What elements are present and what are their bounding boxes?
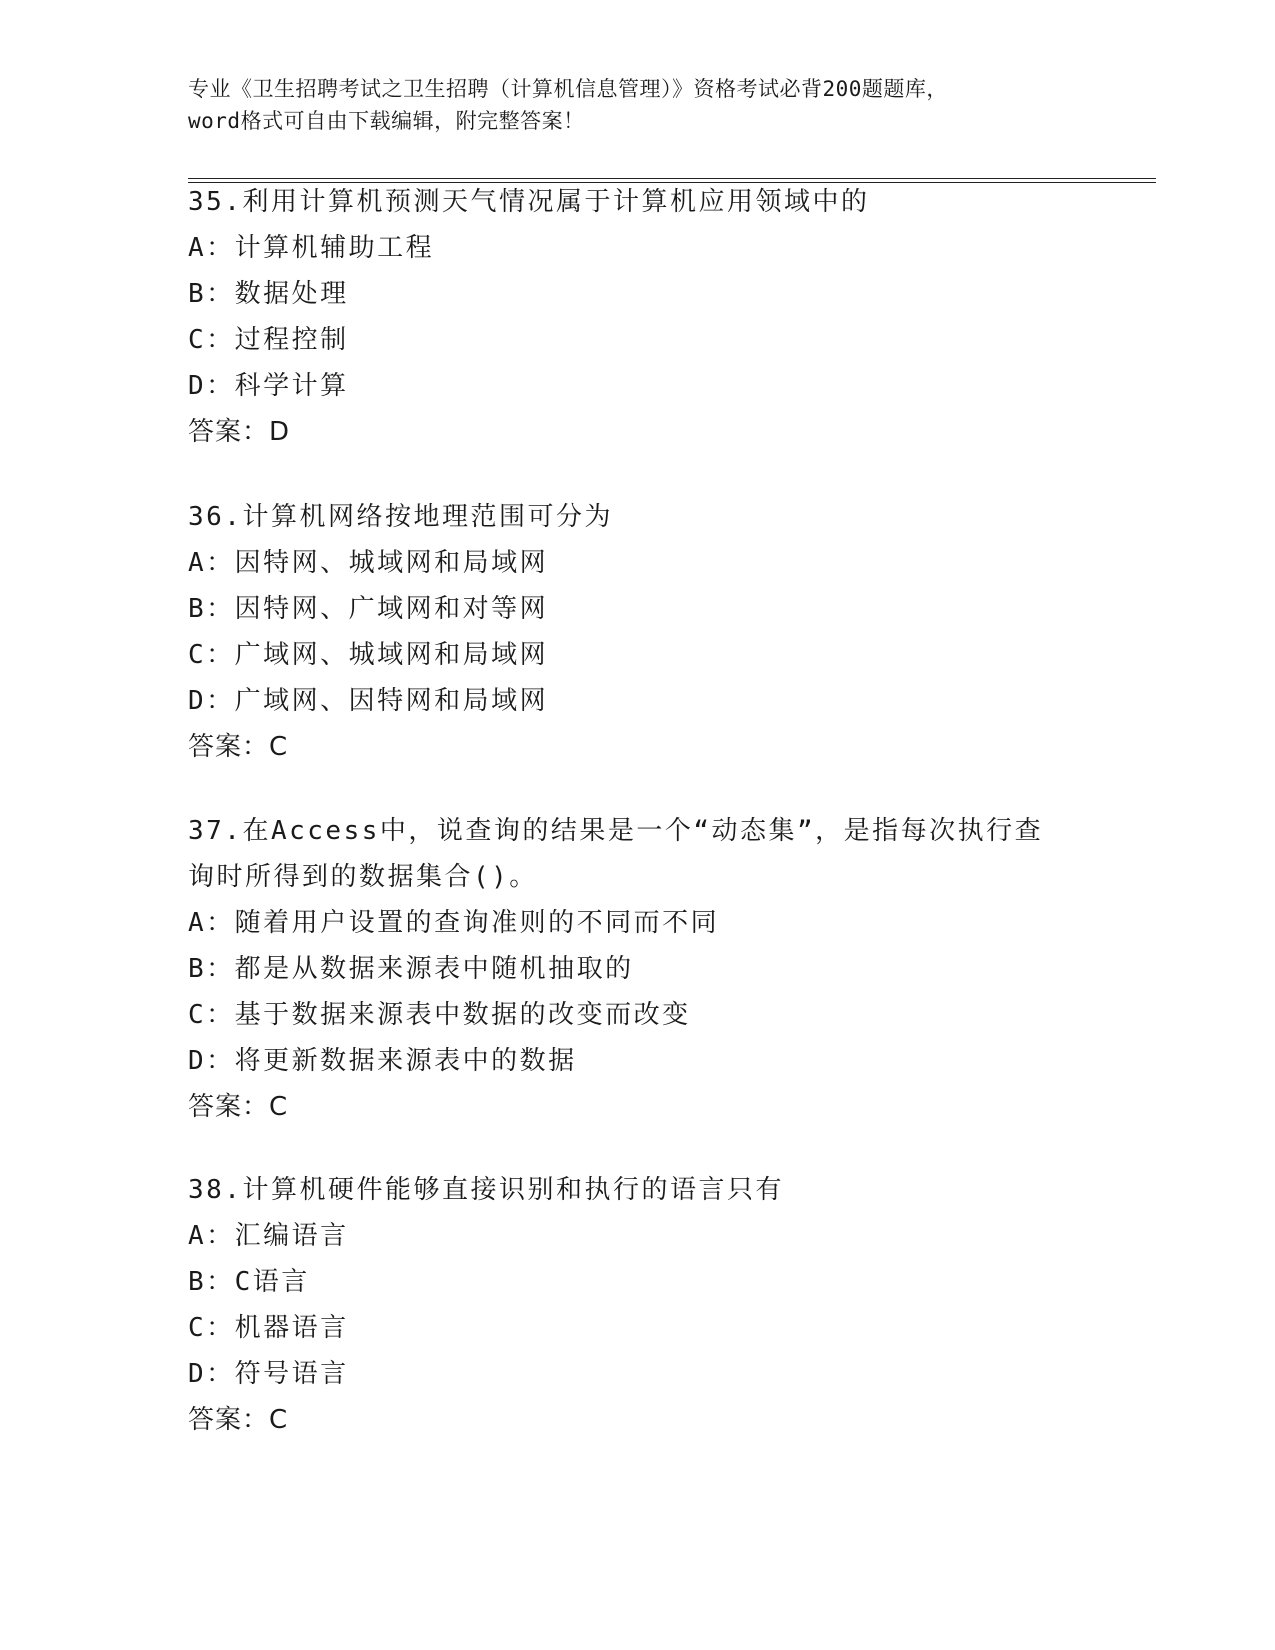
question-stem: 36.计算机网络按地理范围可分为 — [188, 502, 613, 532]
option-c: C：基于数据来源表中数据的改变而改变 — [188, 1000, 691, 1030]
answer-label: 答案：D — [188, 417, 291, 447]
header-line-1: 专业《卫生招聘考试之卫生招聘（计算机信息管理）》资格考试必背200题题库， — [188, 77, 948, 101]
answer-label: 答案：C — [188, 1092, 289, 1122]
option-b: B：数据处理 — [188, 279, 349, 309]
option-a: A：汇编语言 — [188, 1221, 349, 1251]
question-stem-continued: 询时所得到的数据集合()。 — [188, 862, 538, 892]
option-c: C：过程控制 — [188, 325, 349, 355]
question-stem: 38.计算机硬件能够直接识别和执行的语言只有 — [188, 1175, 784, 1205]
option-d: D：将更新数据来源表中的数据 — [188, 1046, 577, 1076]
option-a: A：随着用户设置的查询准则的不同而不同 — [188, 908, 720, 938]
option-d: D：广域网、因特网和局域网 — [188, 686, 549, 716]
option-a: A：计算机辅助工程 — [188, 233, 435, 263]
question-stem: 35.利用计算机预测天气情况属于计算机应用领域中的 — [188, 187, 870, 217]
answer-label: 答案：C — [188, 732, 289, 762]
option-c: C：机器语言 — [188, 1313, 349, 1343]
option-b: B：C语言 — [188, 1267, 310, 1297]
document-header — [188, 73, 1088, 137]
question-36 — [188, 494, 1088, 770]
option-d: D：符号语言 — [188, 1359, 349, 1389]
answer-label: 答案：C — [188, 1405, 289, 1435]
question-38 — [188, 1167, 1088, 1443]
option-d: D：科学计算 — [188, 371, 349, 401]
question-35 — [188, 179, 1088, 455]
header-line-2: word格式可自由下载编辑，附完整答案！ — [188, 109, 585, 133]
option-b: B：因特网、广域网和对等网 — [188, 594, 549, 624]
question-stem: 37.在Access中，说查询的结果是一个“动态集”，是指每次执行查 — [188, 816, 1044, 846]
question-37 — [188, 808, 1088, 1130]
option-b: B：都是从数据来源表中随机抽取的 — [188, 954, 634, 984]
option-c: C：广域网、城域网和局域网 — [188, 640, 549, 670]
option-a: A：因特网、城域网和局域网 — [188, 548, 549, 578]
